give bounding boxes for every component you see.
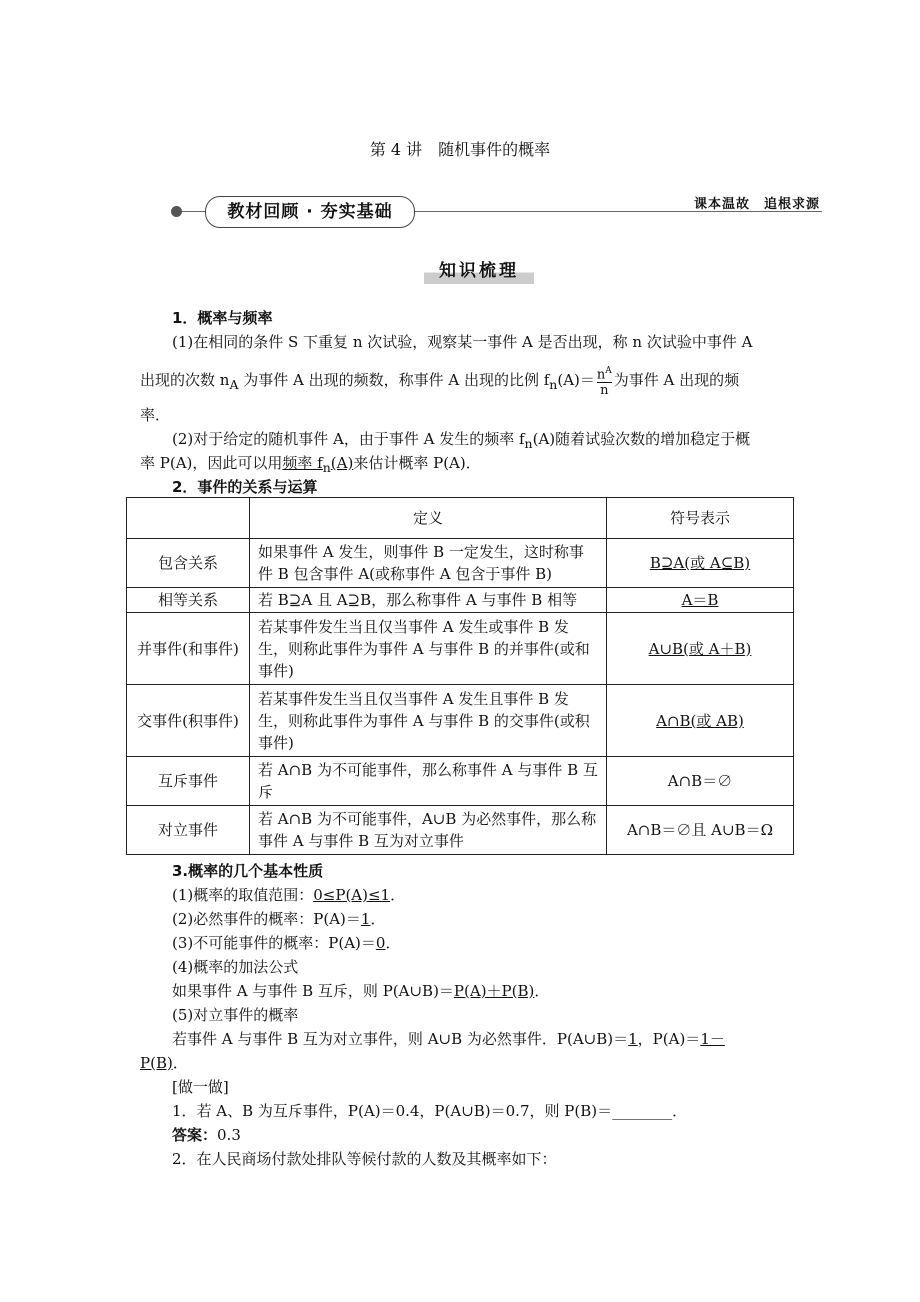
sec3-l1: (1)概率的取值范围：0≤P(A)≤1． — [172, 886, 406, 904]
practice-q1: 1．若 A、B 为互斥事件，P(A)＝0.4，P(A∪B)＝0.7，则 P(B)＝________． — [172, 1102, 688, 1120]
row-def: 若某事件发生当且仅当事件 A 发生且事件 B 发生，则称此事件为事件 A 与事件 B 的交事件(或积事件) — [250, 685, 607, 757]
sec3-l3: (3)不可能事件的概率：P(A)＝0． — [172, 934, 401, 952]
sec2-heading: 2．事件的关系与运算 — [172, 478, 318, 496]
table-row — [127, 757, 794, 806]
row-def: 若某事件发生当且仅当事件 A 发生或事件 B 发生，则称此事件为事件 A 与事件 B 的并事件(或和事件) — [250, 613, 607, 685]
sec1-p2-b: 率 P(A)，因此可以用频率 $f_n(A)$来估计概率 P(A)． — [140, 454, 481, 475]
sec1-heading: 1．概率与频率 — [172, 309, 273, 327]
table-row — [127, 685, 794, 757]
row-name: 包含关系 — [127, 539, 250, 588]
header-cell: 定义 — [250, 498, 607, 539]
row-sym: B⊇A(或 A⊆B) — [607, 539, 794, 588]
row-name: 交事件(积事件) — [127, 685, 250, 757]
sec1-p1-b: 出现的次数 $n_A$ 为事件 A 出现的频数，称事件 A 出现的比例 $f_n(A)=$ $\frac{n^A}{n}$ 为事件 A 出现的频 — [140, 366, 740, 399]
frequency-fraction: $\frac{n^A}{n}$ — [596, 366, 612, 399]
sec3-l5: 如果事件 A 与事件 B 互斥，则 P(A∪B)＝P(A)＋P(B)． — [172, 982, 550, 1000]
sec3-l8: P(B)． — [140, 1054, 188, 1072]
practice-q2: 2．在人民商场付款处排队等候付款的人数及其概率如下： — [172, 1150, 557, 1168]
table-row — [127, 806, 794, 855]
sec1-p1-a: (1)在相同的条件 S 下重复 n 次试验，观察某一事件 A 是否出现，称 n 次试验中事件 A — [172, 333, 753, 351]
page-title: 第 4 讲 随机事件的概率 — [369, 140, 551, 159]
sec3-l4: (4)概率的加法公式 — [172, 958, 299, 976]
row-def: 如果事件 A 发生，则事件 B 一定发生，这时称事件 B 包含事件 A(或称事件 A 包含于事件 B) — [250, 539, 607, 588]
bullet-dot-icon — [171, 206, 182, 217]
sec3-l2: (2)必然事件的概率：P(A)＝1． — [172, 910, 386, 928]
row-name: 对立事件 — [127, 806, 250, 855]
header-cell: 符号表示 — [607, 498, 794, 539]
row-sym: A∩B＝∅ — [607, 757, 794, 806]
sec3-l7: 若事件 A 与事件 B 互为对立事件，则 A∪B 为必然事件．P(A∪B)＝1，P(A)＝1－ — [172, 1030, 725, 1048]
section-banner: 教材回顾 · 夯实基础 — [205, 196, 415, 228]
banner-right-text: 课本温故 追根求源 — [693, 197, 820, 212]
sec1-p1-c: 率． — [140, 406, 171, 424]
event-relations-table — [126, 497, 794, 855]
table-header-row — [127, 498, 794, 539]
row-sym: A∩B＝∅且 A∪B＝Ω — [607, 806, 794, 855]
row-def: 若 B⊇A 且 A⊇B，那么称事件 A 与事件 B 相等 — [250, 588, 607, 613]
sec1-p2-a: (2)对于给定的随机事件 A，由于事件 A 发生的频率 $f_n(A)$随着试验次数的增加稳定于概 — [172, 430, 751, 451]
practice-answer: 答案：0.3 — [172, 1126, 241, 1144]
row-sym: A∩B(或 AB) — [607, 685, 794, 757]
row-def: 若 A∩B 为不可能事件，A∪B 为必然事件，那么称事件 A 与事件 B 互为对立事件 — [250, 806, 607, 855]
sec3-l6: (5)对立事件的概率 — [172, 1006, 299, 1024]
row-name: 相等关系 — [127, 588, 250, 613]
row-sym: A＝B — [607, 588, 794, 613]
row-def: 若 A∩B 为不可能事件，那么称事件 A 与事件 B 互斥 — [250, 757, 607, 806]
row-name: 并事件(和事件) — [127, 613, 250, 685]
practice-heading: [做一做] — [172, 1078, 229, 1096]
table-row — [127, 539, 794, 588]
subhead: 知识梳理 — [424, 258, 534, 284]
row-name: 互斥事件 — [127, 757, 250, 806]
table-row — [127, 588, 794, 613]
header-cell — [127, 498, 250, 539]
table-row — [127, 613, 794, 685]
row-sym: A∪B(或 A＋B) — [607, 613, 794, 685]
sec3-heading: 3.概率的几个基本性质 — [172, 862, 324, 880]
